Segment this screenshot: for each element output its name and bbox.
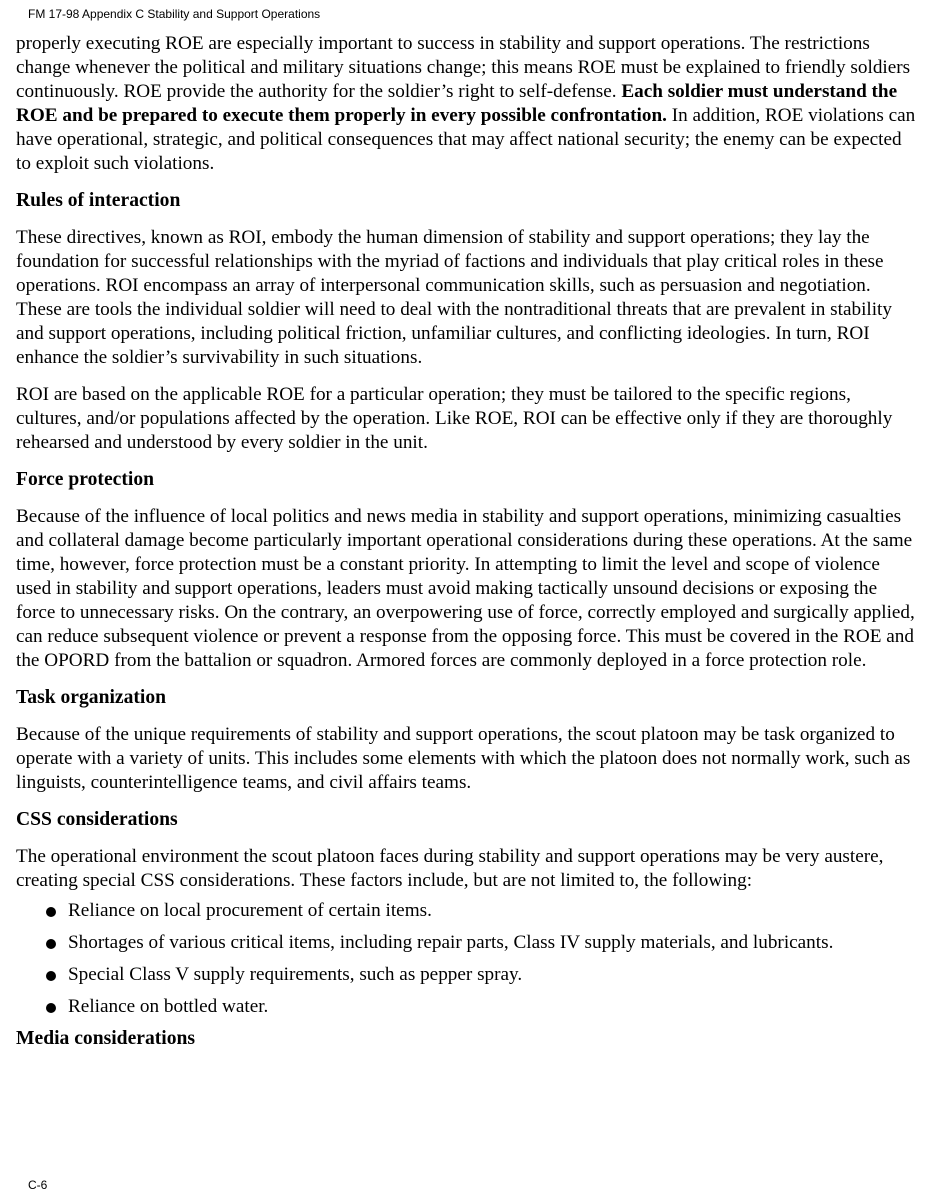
intro-paragraph: [16, 32, 916, 176]
bullet-icon: [46, 939, 56, 949]
page-number: C-6: [28, 1178, 48, 1192]
list-item-text: Special Class V supply requirements, such as pepper spray.: [68, 964, 523, 985]
task-organization-paragraph: Because of the unique requirements of stability and support operations, the scout platoon may be task organized to operate with a variety of units. This includes some elements with which the platoon does not normally work, such as linguists, counterintelligence teams, and civil affairs teams.: [16, 724, 911, 793]
list-item-text: Reliance on bottled water.: [68, 996, 269, 1017]
list-item: [16, 963, 916, 987]
css-paragraph: The operational environment the scout platoon faces during stability and support operations may be very austere, creating special CSS considerations. These factors include, but are not limited to, the following:: [16, 846, 884, 891]
roi-paragraph-2: ROI are based on the applicable ROE for a particular operation; they must be tailored to the specific regions, cultures, and/or populations affected by the operation. Like ROE, ROI can be effective only if they are thoroughly rehearsed and understood by every soldier in the unit.: [16, 384, 893, 453]
heading-force-protection: Force protection: [16, 469, 155, 490]
intro-bold-statement: Each soldier must understand the ROE and be prepared to execute them properly in every possible confrontation.: [16, 81, 898, 126]
css-bullet-list: [16, 899, 916, 1019]
list-item: [16, 899, 916, 923]
bullet-icon: [46, 907, 56, 917]
force-protection-paragraph: Because of the influence of local politics and news media in stability and support operations, minimizing casualties and collateral damage become particularly important operational considerations during these operations. At the same time, however, force protection must be a constant priority. In attempting to limit the level and scope of violence used in stability and support operations, leaders must avoid making tactically unsound decisions or exposing the force to unnecessary risks. On the contrary, an overpowering use of force, correctly employed and surgically applied, can reduce subsequent violence or prevent a response from the opposing force. This must be covered in the ROE and the OPORD from the battalion or squadron. Armored forces are commonly deployed in a force protection role.: [16, 506, 915, 671]
list-item: [16, 995, 916, 1019]
heading-media-considerations: Media considerations: [16, 1028, 196, 1049]
bullet-icon: [46, 1003, 56, 1013]
list-item-text: Shortages of various critical items, including repair parts, Class IV supply materials, and lubricants.: [68, 932, 834, 953]
intro-text-b: In addition, ROE violations can have operational, strategic, and political consequences that may affect national security; the enemy can be expected to exploit such violations.: [16, 105, 916, 174]
heading-css-considerations: CSS considerations: [16, 809, 178, 830]
list-item: [16, 931, 916, 955]
bullet-icon: [46, 971, 56, 981]
heading-task-organization: Task organization: [16, 687, 167, 708]
heading-rules-of-interaction: Rules of interaction: [16, 190, 181, 211]
list-item-text: Reliance on local procurement of certain items.: [68, 900, 432, 921]
page-body: [16, 32, 916, 1064]
roi-paragraph-1: These directives, known as ROI, embody the human dimension of stability and support operations; they lay the foundation for successful relationships with the myriad of factions and individuals that play critical roles in these operations. ROI encompass an array of interpersonal communication skills, such as persuasion and negotiation. These are tools the individual soldier will need to deal with the nontraditional threats that are prevalent in stability and support operations, including political friction, unfamiliar cultures, and conflicting ideologies. In turn, ROI enhance the soldier’s survivability in such situations.: [16, 227, 892, 368]
running-header: FM 17-98 Appendix C Stability and Support Operations: [28, 7, 321, 21]
intro-text-a: properly executing ROE are especially important to success in stability and support operations. The restrictions change whenever the political and military situations change; this means ROE must be explained to friendly soldiers continuously. ROE provide the authority for the soldier’s right to self-defense.: [16, 33, 911, 102]
